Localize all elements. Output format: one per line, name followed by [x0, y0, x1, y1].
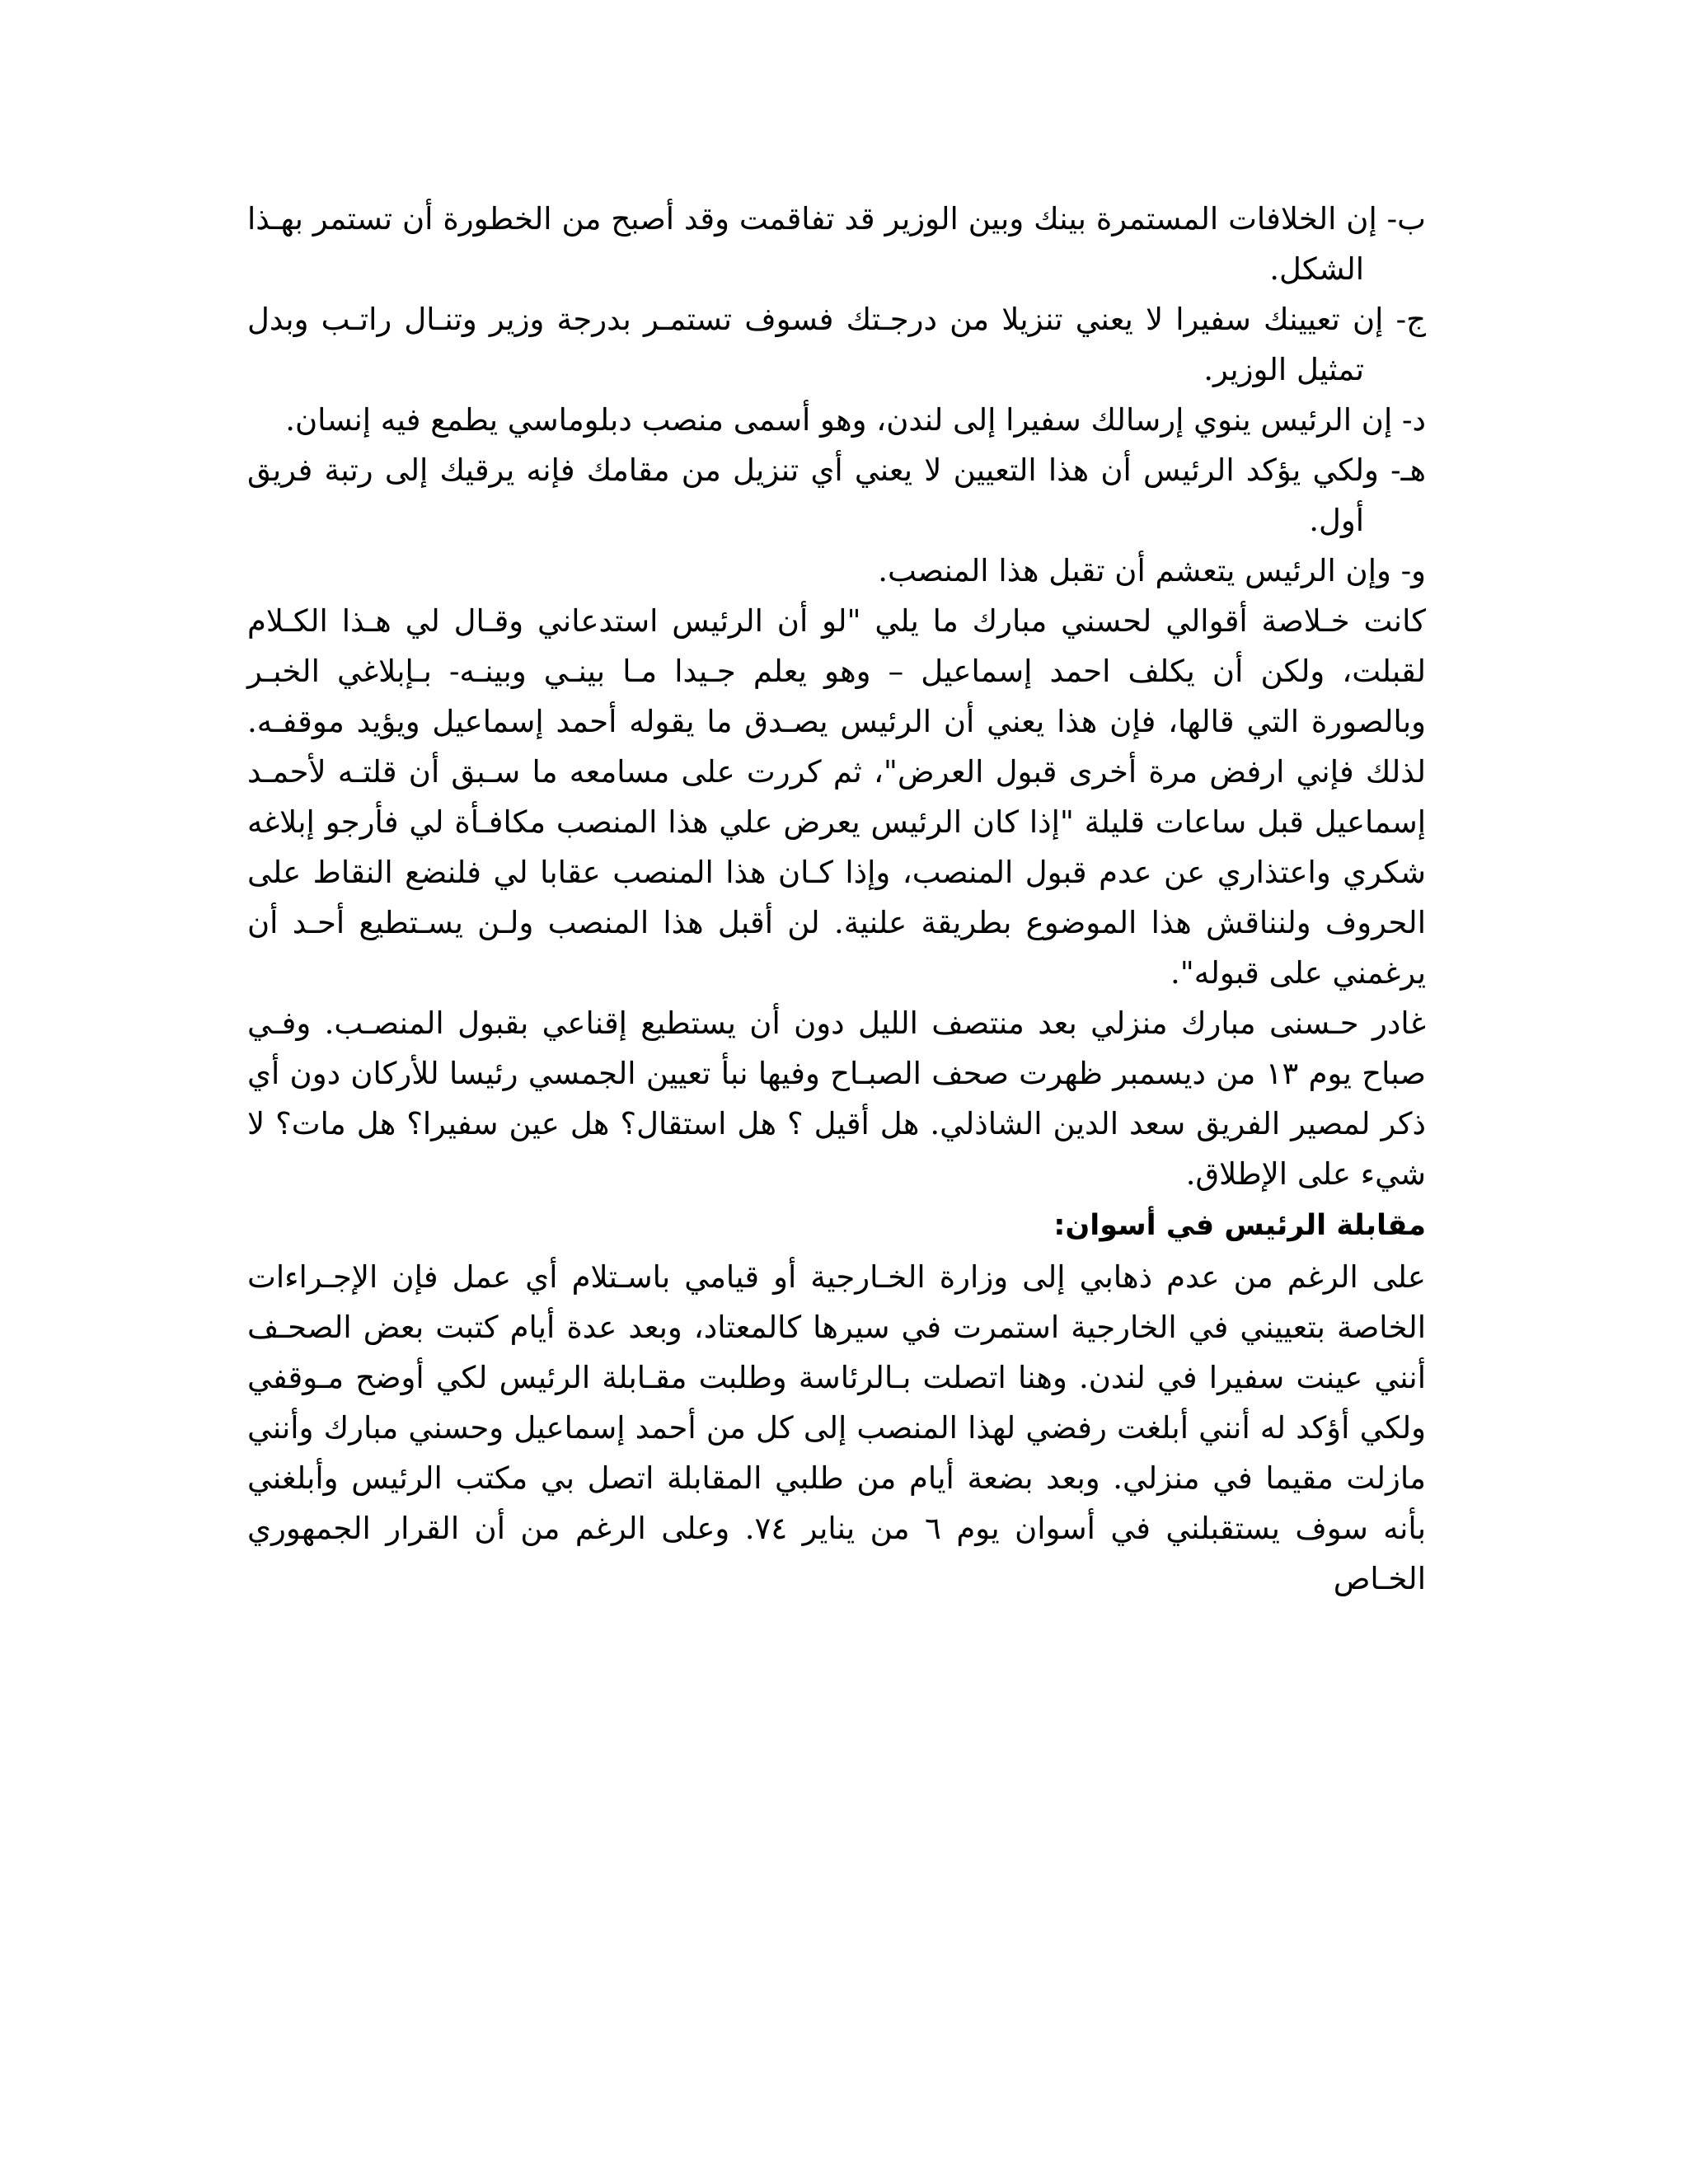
- list-item-h: هـ- ولكي يؤكد الرئيس أن هذا التعيين لا يعني أي تنزيل من مقامك فإنه يرقيك إلى رتبة فريق أول.: [247, 452, 1426, 538]
- paragraph-departure: غادر حـسنى مبارك منزلي بعد منتصف الليل دون أن يستطيع إقناعي بقبول المنصـب. وفـي صباح يوم ١٣ من ديسمبر ظهرت صحف الصبـاح وفيها نبأ تعيين الجمسي رئيسا للأركان دون أي ذكر لمصير الفريق سعد الدين الشاذلي. هل أقيل ؟ هل استقال؟ هل عين سفيرا؟ هل مات؟ لا شيء على الإطلاق.: [247, 1005, 1426, 1192]
- section-heading: مقابلة الرئيس في أسوان:: [1053, 1209, 1426, 1242]
- paragraph-statement: كانت خـلاصة أقوالي لحسني مبارك ما يلي "لو أن الرئيس استدعاني وقـال لي هـذا الكـلام لقبلت، ولكن أن يكلف احمد إسماعيل – وهو يعلم جـيدا مـا بينـي وبينـه- بـإبلاغي الخبـر وبالصورة التي قالها، فإن هذا يعني أن الرئيس يصـدق ما يقوله أحمد إسماعيل ويؤيد موقفـه. لذلك فإني ارفض مرة أخرى قبول العرض"، ثم كررت على مسامعه ما سـبق أن قلتـه لأحمـد إسماعيل قبل ساعات قليلة "إذا كان الرئيس يعرض علي هذا المنصب مكافـأة لي فأرجو إبلاغه شكري واعتذاري عن عدم قبول المنصب، وإذا كـان هذا المنصب عقابا لي فلنضع النقاط على الحروف ولنناقش هذا الموضوع بطريقة علنية. لن أقبل هذا المنصب ولـن يسـتطيع أحـد أن يرغمني على قبوله".: [247, 603, 1426, 991]
- list-item-b: ب- إن الخلافات المستمرة بينك وبين الوزير قد تفاقمت وقد أصبح من الخطورة أن تستمر بهـذا الشكل.: [247, 201, 1426, 287]
- document-page: [247, 194, 1426, 1604]
- list-item-w: و- وإن الرئيس يتعشم أن تقبل هذا المنصب.: [878, 553, 1426, 588]
- paragraph-aswan: على الرغم من عدم ذهابي إلى وزارة الخـارجية أو قيامي باسـتلام أي عمل فإن الإجـراءات الخاصة بتعييني في الخارجية استمرت في سيرها كالمعتاد، وبعد عدة أيام كتبت بعض الصحـف أنني عينت سفيرا في لندن. وهنا اتصلت بـالرئاسة وطلبت مقـابلة الرئيس لكي أوضح مـوقفي ولكي أؤكد له أنني أبلغت رفضي لهذا المنصب إلى كل من أحمد إسماعيل وحسني مبارك وأنني مازلت مقيما في منزلي. وبعد بضعة أيام من طلبي المقابلة اتصل بي مكتب الرئيس وأبلغني بأنه سوف يستقبلني في أسوان يوم ٦ من يناير ٧٤. وعلى الرغم من أن القرار الجمهوري الخـاص: [247, 1259, 1427, 1596]
- list-item-d: د- إن الرئيس ينوي إرسالك سفيرا إلى لندن، وهو أسمى منصب دبلوماسي يطمع فيه إنسان.: [285, 402, 1426, 438]
- list-item-j: ج- إن تعيينك سفيرا لا يعني تنزيلا من درجـتك فسوف تستمـر بدرجة وزير وتنـال راتـب وبدل تمثيل الوزير.: [247, 302, 1426, 387]
